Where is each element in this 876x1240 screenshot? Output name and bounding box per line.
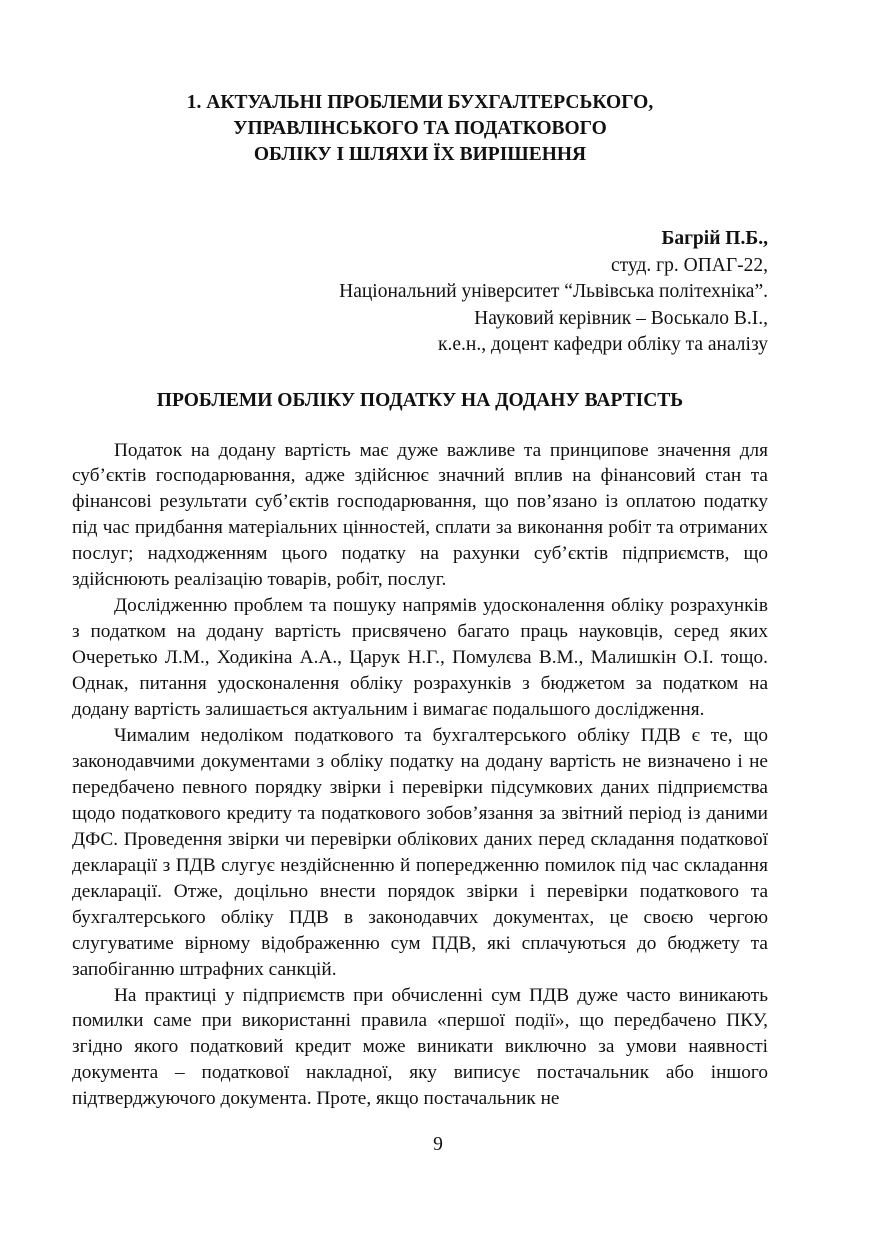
- author-university: Національний університет “Львівська політехніка”.: [339, 281, 768, 302]
- document-page: [72, 90, 768, 1112]
- article-body: [72, 438, 768, 1113]
- page-number: 9: [433, 1134, 443, 1155]
- section-title: [72, 90, 768, 168]
- supervisor: Науковий керівник – Воськало В.І.,: [474, 307, 768, 329]
- section-title-line: ОБЛІКУ І ШЛЯХИ ЇХ ВИРІШЕННЯ: [253, 144, 587, 165]
- paragraph: Дослідженню проблем та пошуку напрямів удосконалення обліку розрахунків з податком на додану вартість присвячено багато праць науковців, серед яких Очеретько Л.М., Ходикіна А.А., Царук Н.Г., Помулєва В.М., Малишкін О.І. тощо. Однак, питання удосконалення обліку розрахунків з бюджетом за податком на додану вартість залишається актуальним і вимагає подальшого дослідження.: [72, 595, 768, 721]
- article-title: ПРОБЛЕМИ ОБЛІКУ ПОДАТКУ НА ДОДАНУ ВАРТІСТЬ: [156, 389, 684, 411]
- author-name: Багрій П.Б.,: [661, 228, 768, 249]
- section-title-line: УПРАВЛІНСЬКОГО ТА ПОДАТКОВОГО: [233, 118, 607, 139]
- supervisor-title: к.е.н., доцент кафедри обліку та аналізу: [438, 334, 768, 355]
- section-title-line: 1. АКТУАЛЬНІ ПРОБЛЕМИ БУХГАЛТЕРСЬКОГО,: [186, 92, 654, 113]
- paragraph: Податок на додану вартість має дуже важливе та принципове значення для суб’єктів господарювання, адже здійснює значний вплив на фінансовий стан та фінансові результати суб’єктів господарювання, що пов’язано із оплатою податку під час придбання матеріальних цінностей, сплати за виконання робіт та отриманих послуг; надходженням цього податку на рахунки суб’єктів підприємств, що здійснюють реалізацію товарів, робіт, послуг.: [72, 439, 768, 591]
- paragraph: Чималим недоліком податкового та бухгалтерського обліку ПДВ є те, що законодавчими документами з обліку податку на додану вартість не визначено і не передбачено певного порядку звірки і перевірки підсумкових даних підприємства щодо податкового кредиту та податкового зобов’язання за звітний період із даними ДФС. Проведення звірки чи перевірки облікових даних перед складання податкової декларації з ПДВ слугує нездійсненню й попередженню помилок під час складання декларації. Отже, доцільно внести порядок звірки і перевірки податкового та бухгалтерського обліку ПДВ в законодавчих документах, це своєю чергою слугуватиме вірному відображенню сум ПДВ, які сплачуються до бюджету та запобіганню штрафних санкцій.: [72, 724, 768, 980]
- paragraph: На практиці у підприємств при обчисленні сум ПДВ дуже часто виникають помилки саме при використанні правила «першої події», що передбачено ПКУ, згідно якого податковий кредит може виникати виключно за умови наявності документа – податкової накладної, яку виписує постачальник або іншого підтверджуючого документа. Проте, якщо постачальник не: [72, 984, 768, 1110]
- author-block: [72, 226, 768, 359]
- author-group: студ. гр. ОПАГ-22,: [611, 254, 768, 276]
